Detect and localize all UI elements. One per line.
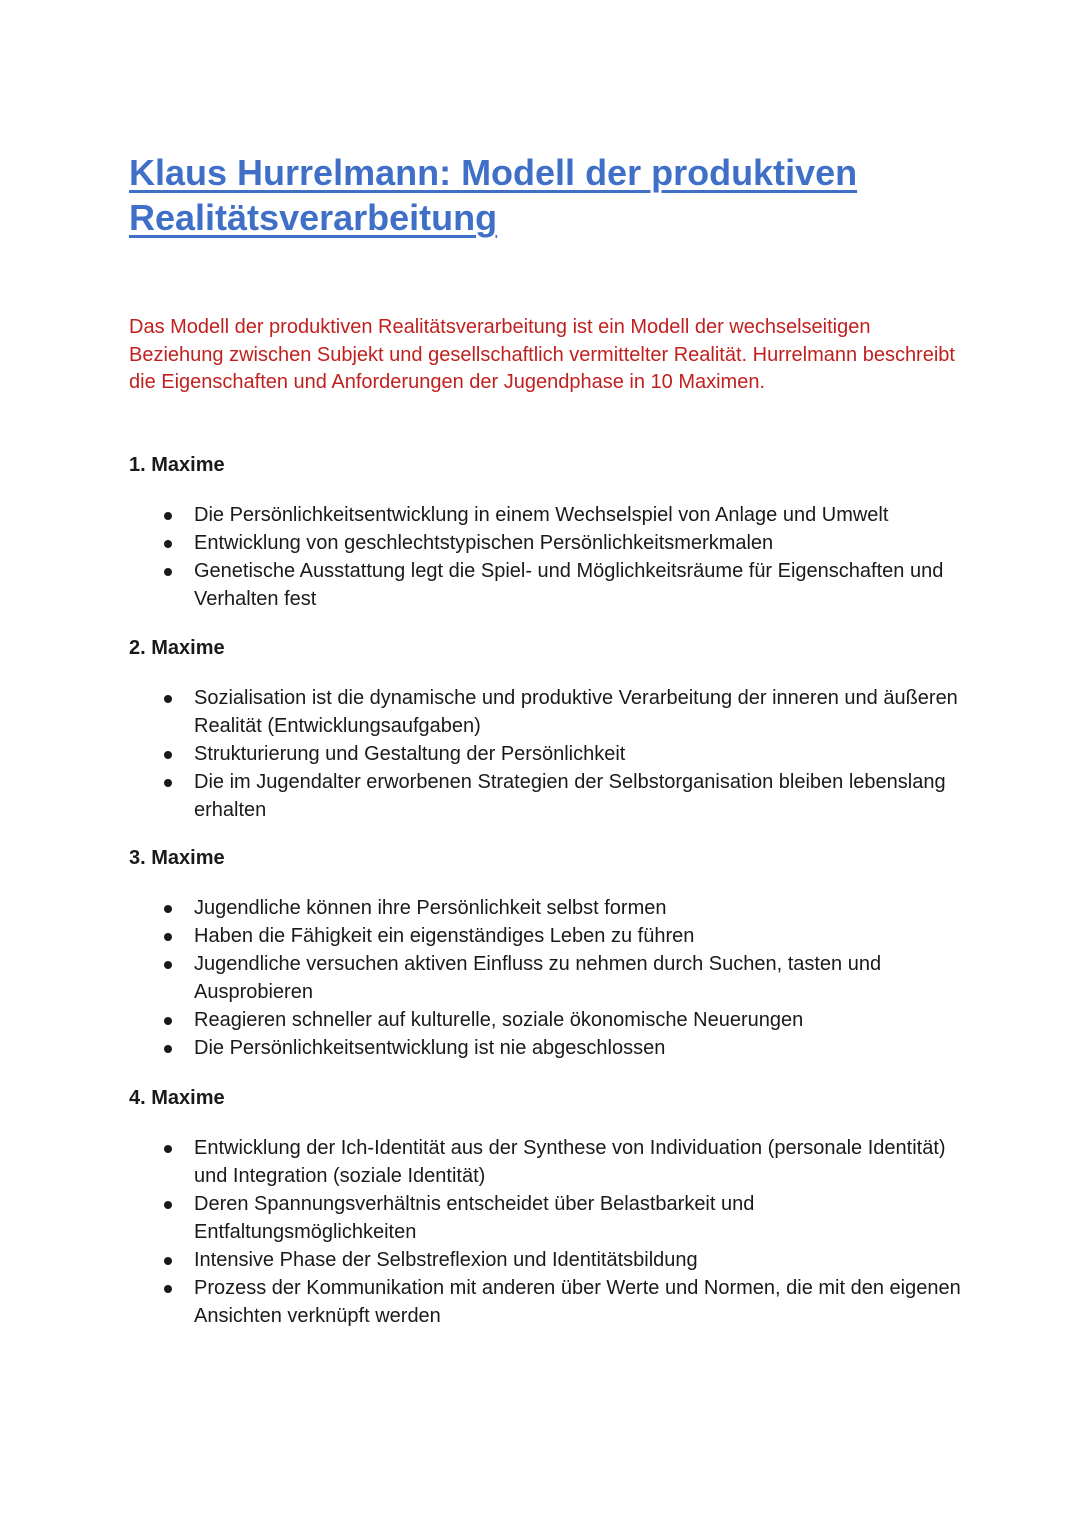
bullet-icon [164,1285,172,1293]
bullet-icon [164,779,172,787]
bullet-list-maxime-2 [161,684,961,824]
list-item [161,1134,961,1190]
bullet-list-maxime-1 [161,501,961,613]
bullet-icon [164,1045,172,1053]
list-item-text: Strukturierung und Gestaltung der Persönlichkeit [194,743,626,765]
list-item [161,501,961,529]
list-item-text: Genetische Ausstattung legt die Spiel- und Möglichkeitsräume für Eigenschaften und Verhalten fest [194,560,944,610]
list-item [161,740,961,768]
bullet-icon [164,961,172,969]
bullet-icon [164,540,172,548]
bullet-icon [164,695,172,703]
document-title: Klaus Hurrelmann: Modell der produktiven Realitätsverarbeitung [129,152,858,238]
bullet-list-maxime-4 [161,1134,961,1330]
bullet-icon [164,568,172,576]
list-item-text: Die im Jugendalter erworbenen Strategien der Selbstorganisation bleiben lebenslang erhalten [194,771,946,821]
bullet-icon [164,751,172,759]
bullet-icon [164,1017,172,1025]
section-heading-maxime-4: 4. Maxime [129,1087,225,1109]
bullet-icon [164,1145,172,1153]
list-item-text: Entwicklung von geschlechtstypischen Persönlichkeitsmerkmalen [194,532,774,554]
section-heading-maxime-2: 2. Maxime [129,637,225,659]
list-item-text: Prozess der Kommunikation mit anderen über Werte und Normen, die mit den eigenen Ansichten verknüpft werden [194,1277,961,1327]
intro-paragraph: Das Modell der produktiven Realitätsverarbeitung ist ein Modell der wechselseitigen Beziehung zwischen Subjekt und gesellschaftlich vermittelter Realität. Hurrelmann beschreibt die Eigenschaften und Anforderungen der Jugendphase in 10 Maximen. [129,316,955,393]
list-item-text: Haben die Fähigkeit ein eigenständiges Leben zu führen [194,925,695,947]
list-item-text: Entwicklung der Ich-Identität aus der Synthese von Individuation (personale Identität) und Integration (soziale Identität) [194,1137,946,1187]
list-item-text: Reagieren schneller auf kulturelle, soziale ökonomische Neuerungen [194,1009,804,1031]
list-item [161,1006,961,1034]
list-item [161,1274,961,1330]
list-item-text: Jugendliche können ihre Persönlichkeit selbst formen [194,897,667,919]
list-item-text: Die Persönlichkeitsentwicklung in einem Wechselspiel von Anlage und Umwelt [194,504,889,526]
list-item [161,1034,961,1062]
section-heading-maxime-3: 3. Maxime [129,847,225,869]
list-item [161,950,961,1006]
bullet-icon [164,1257,172,1265]
list-item-text: Die Persönlichkeitsentwicklung ist nie abgeschlossen [194,1037,666,1059]
list-item [161,529,961,557]
bullet-icon [164,1201,172,1209]
bullet-icon [164,512,172,520]
bullet-icon [164,933,172,941]
list-item [161,894,961,922]
list-item [161,768,961,824]
list-item [161,1246,961,1274]
list-item [161,922,961,950]
list-item [161,684,961,740]
list-item-text: Sozialisation ist die dynamische und produktive Verarbeitung der inneren und äußeren Realität (Entwicklungsaufgaben) [194,687,958,737]
bullet-list-maxime-3 [161,894,961,1062]
list-item [161,1190,961,1246]
list-item-text: Jugendliche versuchen aktiven Einfluss zu nehmen durch Suchen, tasten und Ausprobieren [194,953,882,1003]
list-item [161,557,961,613]
bullet-icon [164,905,172,913]
section-heading-maxime-1: 1. Maxime [129,454,225,476]
list-item-text: Intensive Phase der Selbstreflexion und Identitätsbildung [194,1249,698,1271]
list-item-text: Deren Spannungsverhältnis entscheidet über Belastbarkeit und Entfaltungsmöglichkeiten [194,1193,755,1243]
